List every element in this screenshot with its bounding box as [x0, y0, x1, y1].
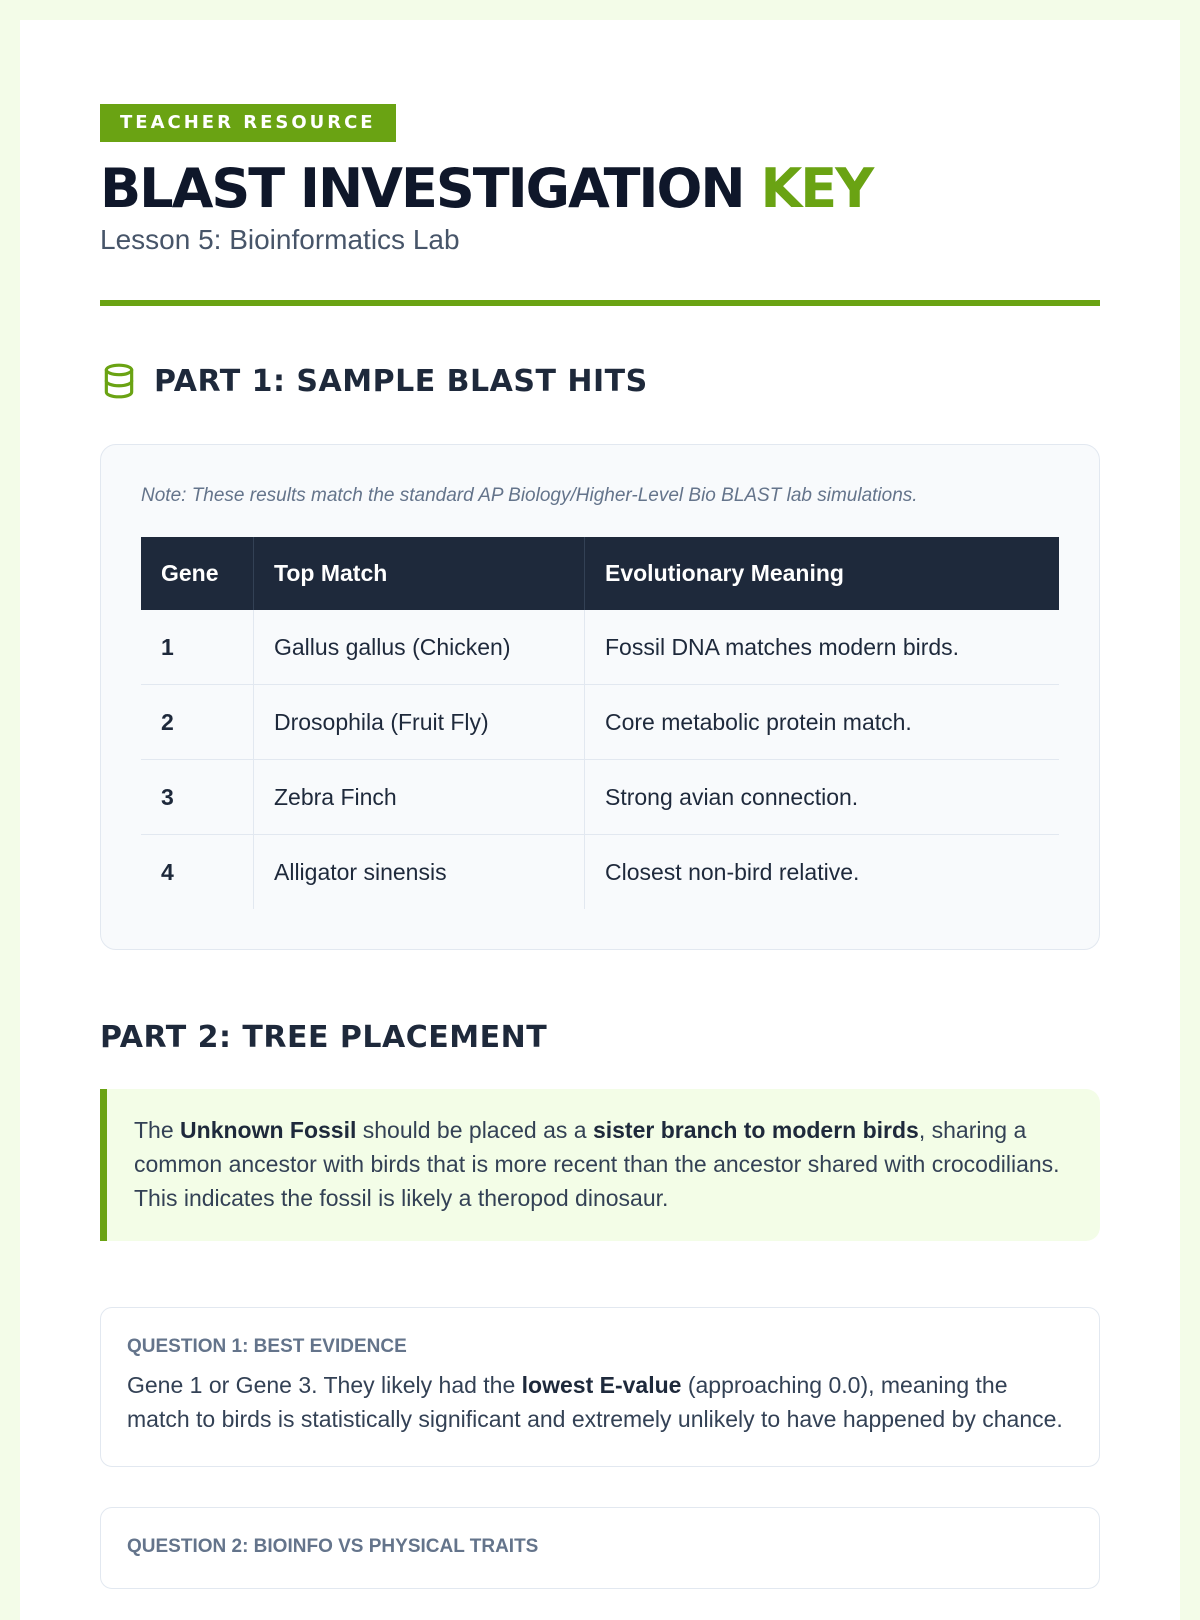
- table-header-row: [141, 537, 1059, 610]
- answer-text: (approaching 0.0), meaning the match to birds is statistically significant and extremely unlikely to have happened by chance.: [127, 1372, 1063, 1432]
- question-1-card: [100, 1307, 1100, 1467]
- table-row: [141, 835, 1059, 910]
- part1-heading-text: PART 1: SAMPLE BLAST HITS: [154, 363, 648, 399]
- top-match-cell: Drosophila (Fruit Fly): [254, 685, 585, 760]
- meaning-cell: Core metabolic protein match.: [585, 685, 1060, 760]
- part1-heading: [100, 362, 1100, 400]
- database-icon: [100, 362, 138, 400]
- callout-text: The: [134, 1117, 181, 1143]
- answer-text: Gene 1 or Gene 3. They likely had the: [127, 1372, 522, 1398]
- table-row: [141, 760, 1059, 835]
- top-match-cell: Alligator sinensis: [254, 835, 585, 910]
- title-main: BLAST INVESTIGATION: [100, 157, 744, 220]
- answer-emphasis: lowest E-value: [521, 1372, 682, 1398]
- gene-cell: 3: [141, 760, 254, 835]
- question-1-answer: [127, 1368, 1073, 1436]
- meaning-cell: Strong avian connection.: [585, 760, 1060, 835]
- column-header-top-match: Top Match: [254, 537, 585, 610]
- meaning-cell: Closest non-bird relative.: [585, 835, 1060, 910]
- table-row: [141, 610, 1059, 685]
- blast-hits-card: [100, 444, 1100, 950]
- table-row: [141, 685, 1059, 760]
- question-1-label: QUESTION 1: BEST EVIDENCE: [127, 1336, 407, 1357]
- page-subtitle: Lesson 5: Bioinformatics Lab: [100, 224, 460, 255]
- part2-heading-text: PART 2: TREE PLACEMENT: [100, 1020, 548, 1055]
- top-match-cell: Gallus gallus (Chicken): [254, 610, 585, 685]
- column-header-evolutionary-meaning: Evolutionary Meaning: [585, 537, 1060, 610]
- meaning-cell: Fossil DNA matches modern birds.: [585, 610, 1060, 685]
- title-accent: KEY: [760, 157, 873, 220]
- blast-hits-table: [141, 537, 1059, 909]
- question-2-label: QUESTION 2: BIOINFO VS PHYSICAL TRAITS: [127, 1536, 539, 1557]
- document-page: [20, 20, 1180, 1620]
- gene-cell: 1: [141, 610, 254, 685]
- document-content: [100, 104, 1100, 1589]
- callout-text: should be placed as a: [356, 1117, 593, 1143]
- header-divider: [100, 300, 1100, 306]
- callout-emphasis: sister branch to modern birds: [592, 1117, 919, 1143]
- part2-heading: [100, 1020, 1100, 1055]
- page-title: [100, 157, 1100, 220]
- tree-placement-callout: [100, 1089, 1100, 1241]
- callout-text: , sharing a common ancestor with birds that is more recent than the ancestor shared with crocodilians. This indicates the fossil is likely a theropod dinosaur.: [134, 1117, 1060, 1211]
- callout-emphasis: Unknown Fossil: [180, 1117, 357, 1143]
- teacher-resource-badge: TEACHER RESOURCE: [100, 104, 396, 142]
- top-match-cell: Zebra Finch: [254, 760, 585, 835]
- gene-cell: 4: [161, 858, 174, 885]
- question-2-card: [100, 1507, 1100, 1589]
- results-note: Note: These results match the standard AP Biology/Higher-Level Bio BLAST lab simulations.: [141, 485, 918, 506]
- gene-cell: 2: [141, 685, 254, 760]
- column-header-gene: Gene: [141, 537, 254, 610]
